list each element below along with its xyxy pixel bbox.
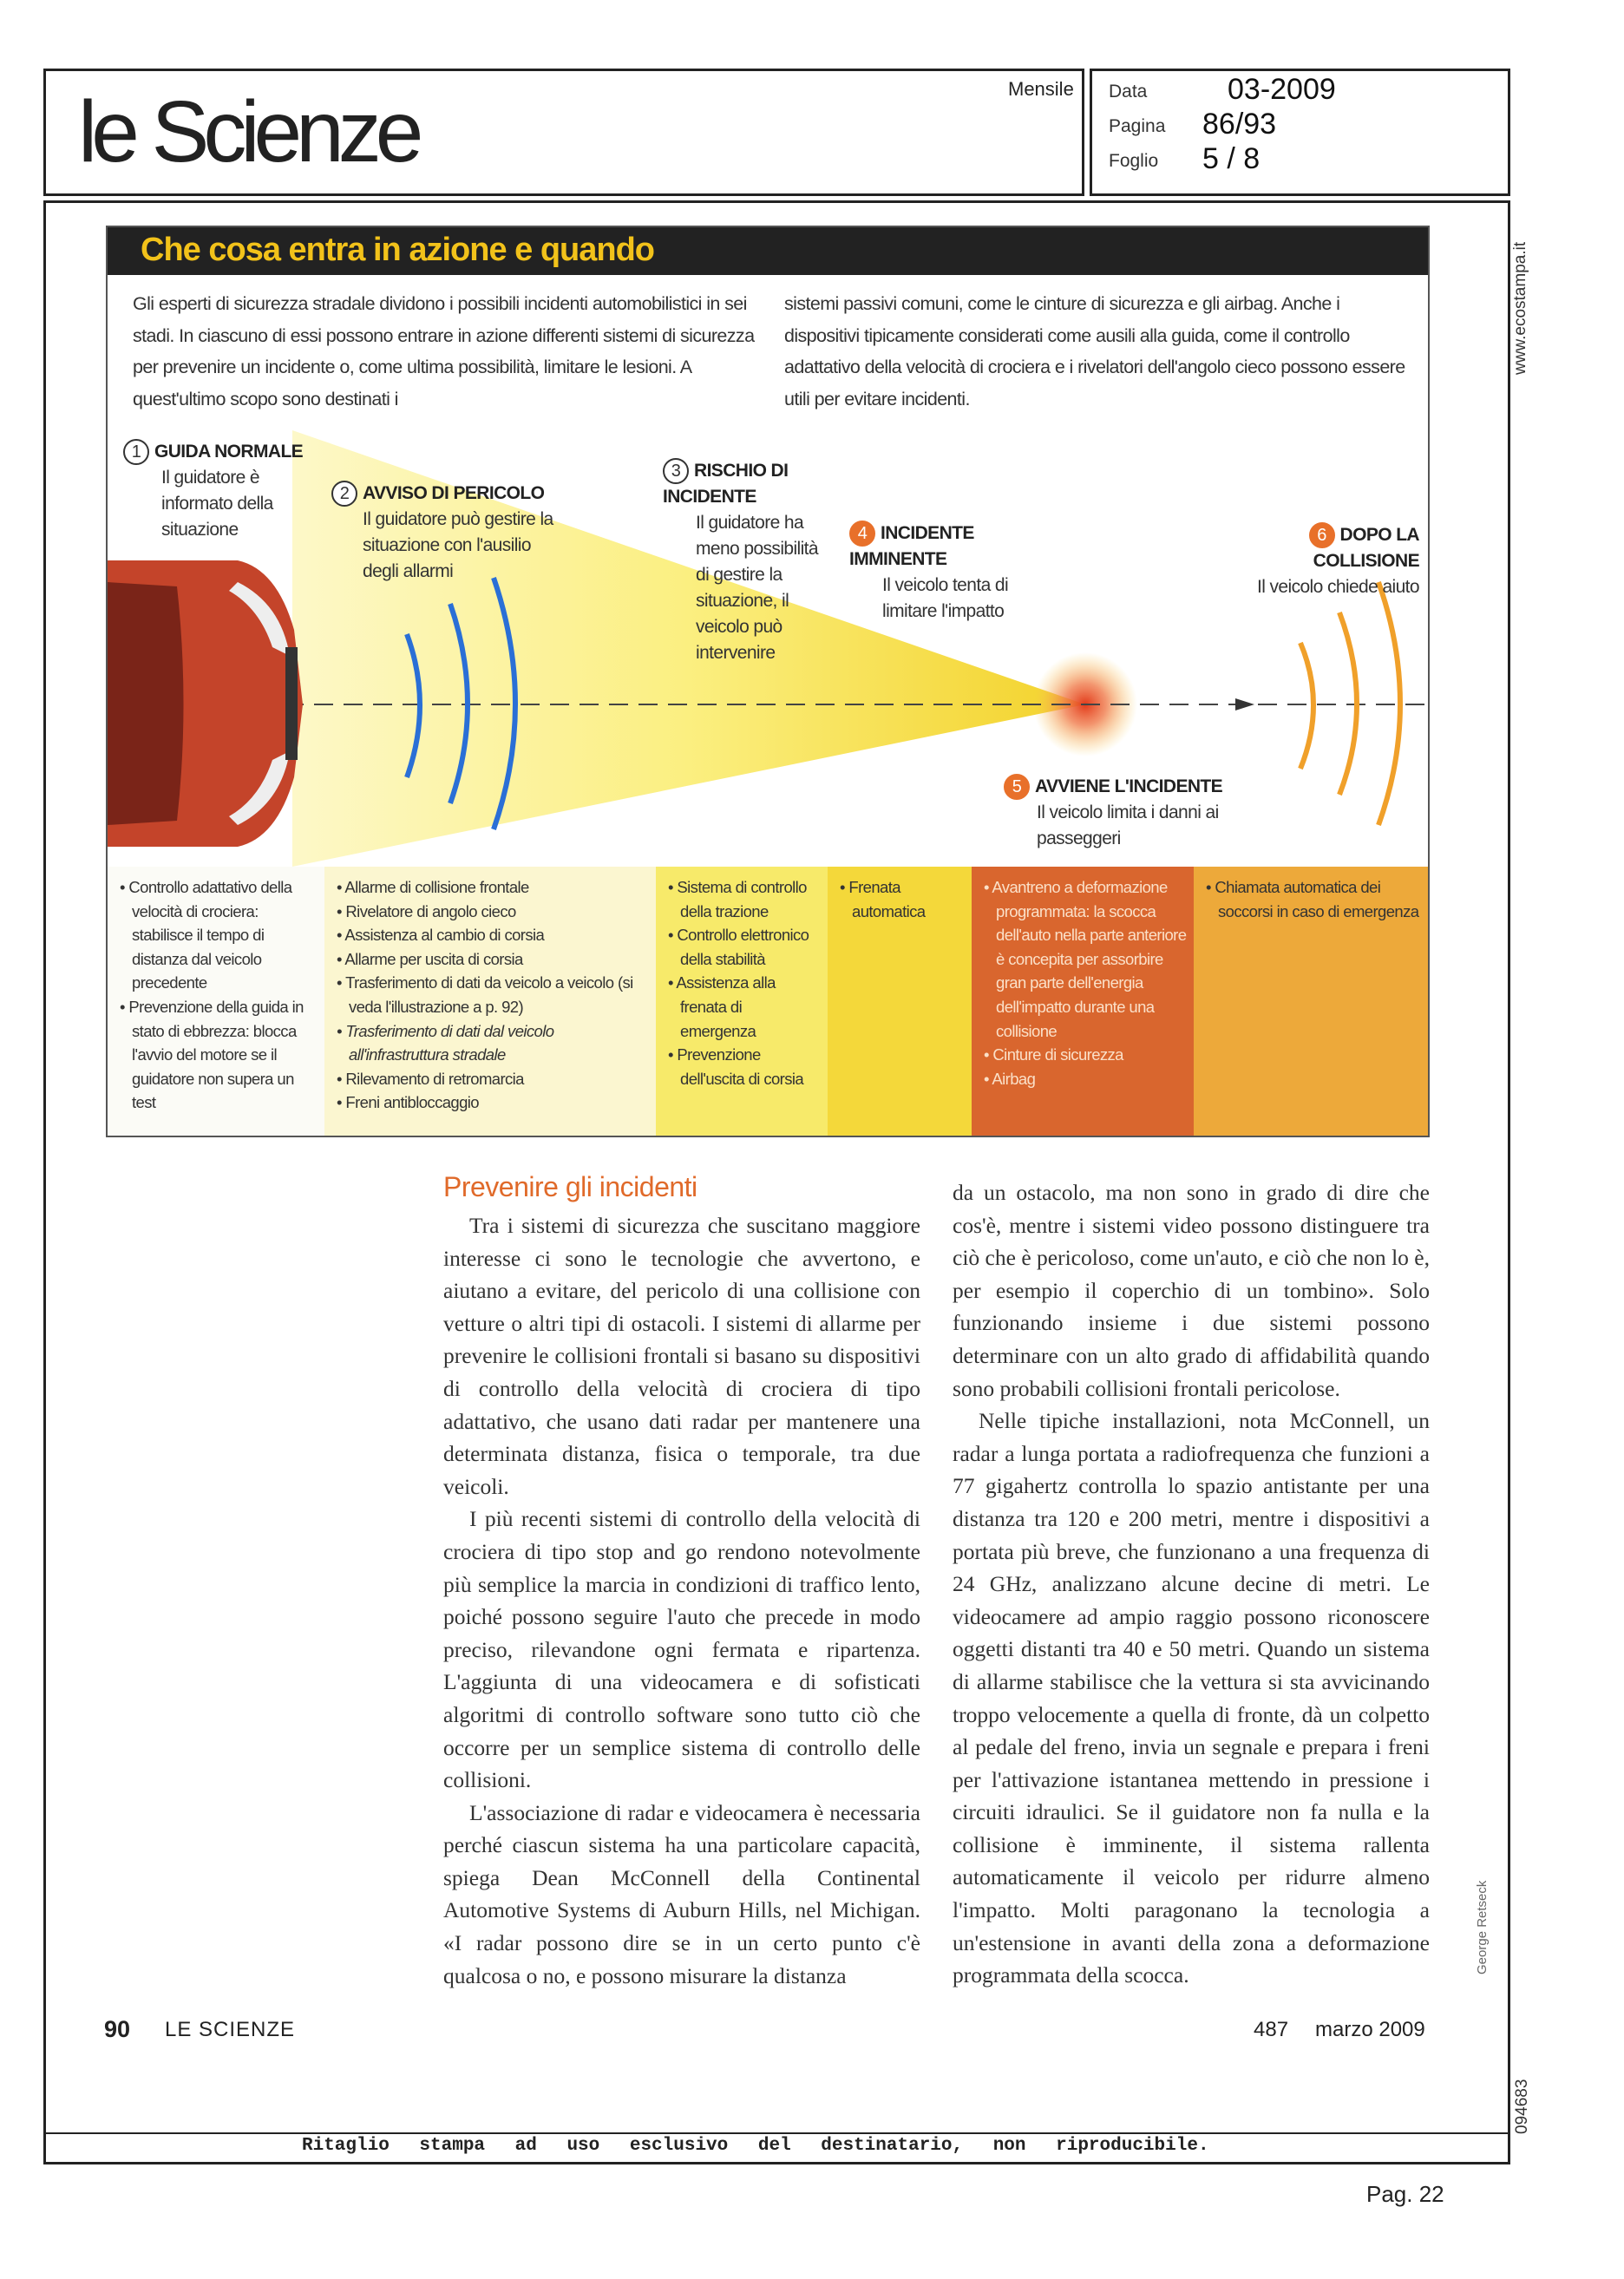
magazine-logo: le Scienze [78,83,418,180]
system-item: • Prevenzione dell'uscita di corsia [668,1043,821,1090]
stage-6 [1202,522,1419,600]
stage-4 [849,521,1023,625]
article-paragraph: I più recenti sistemi di controllo della velocità di crociera di tipo stop and go rendono notevolmente più semplice la marcia in condizioni di traffico lento, poiché possono seguire l'auto che precede in modo preciso, rilevandone ogni fermata e ripartenza. L'aggiunta di una videocamera e di sofisticati algoritmi di controllo software sono tutto ciò che occorre per un semplice sistema di controllo delle collisioni. [443,1506,920,1793]
foglio-label: Foglio [1109,151,1159,171]
arrow-icon [1235,698,1254,711]
stage-5 [1004,774,1264,852]
stage-description: Il veicolo tenta di limitare l'impatto [882,575,1009,621]
data-value: 03-2009 [1228,73,1336,106]
systems-column-5 [972,867,1194,1137]
system-item: • Allarme per uscita di corsia [337,947,649,972]
system-item: • Trasferimento di dati dal veicolo all'infrastruttura stradale [337,1019,649,1067]
article-paragraph: da un ostacolo, ma non sono in grado di dire che cos'è, mentre i sistemi video possono distinguere tra ciò che è pericoloso, come un'auto, e ciò che non lo è, per esempio il coperchio di un tombino». Solo funzionando insieme i due sistemi possono determinare con un alto grado di affidabilità quando sono probabili collisioni frontali pericolose. [953,1180,1430,1401]
disclaimer: Ritaglio stampa ad uso esclusivo del destinatario, non riproducibile. [302,2136,1209,2156]
stage-number: 2 [331,481,357,507]
system-item: • Controllo elettronico della stabilità [668,923,821,971]
diagram [108,430,1428,867]
stage-description: Il guidatore può gestire la situazione con l'ausilio degli allarmi [363,509,553,581]
systems-column-1 [108,867,324,1137]
website-label: www.ecostampa.it [1511,241,1529,375]
stage-title: RISCHIO DI INCIDENTE [663,461,789,507]
stage-number: 6 [1309,522,1335,548]
article-heading: Prevenire gli incidenti [443,1171,697,1202]
article-column-right [953,1176,1430,1992]
magazine-name: LE SCIENZE [165,2018,296,2041]
infographic [106,226,1430,1137]
stage-number: 4 [849,521,875,547]
system-item: • Controllo adattativo della velocità di crociera: stabilisce il tempo di distanza dal veicolo precedente [120,875,318,995]
system-item: • Rivelatore di angolo cieco [337,900,649,924]
stage-number: 5 [1004,774,1030,800]
stage-title: GUIDA NORMALE [154,442,304,462]
system-item: • Prevenzione della guida in stato di ebbrezza: blocca l'avvio del motore se il guidatore non supera un test [120,995,318,1115]
system-item: • Frenata automatica [840,875,965,923]
article-paragraph: L'associazione di radar e videocamera è necessaria perché ciascun sistema ha una particolare capacità, spiega Dean McConnell della Continental Automotive Systems di Auburn Hills, nel Michigan. «I radar possono dire se in un certo punto c'è qualcosa o no, e possono misurare la distanza [443,1799,920,1988]
pagina-value: 86/93 [1202,108,1277,141]
stage-title: AVVIENE L'INCIDENTE [1035,776,1223,796]
systems-column-4 [828,867,972,1137]
issue-number: 487 [1254,2018,1289,2041]
stage-1 [123,439,305,543]
stage-title: DOPO LA COLLISIONE [1313,525,1419,571]
system-item: • Airbag [984,1067,1187,1091]
stage-title: AVVISO DI PERICOLO [363,483,545,503]
systems-column-2 [324,867,656,1137]
code-label: 094683 [1513,2079,1531,2134]
stage-title: INCIDENTE IMMINENTE [849,523,974,569]
system-item: • Assistenza al cambio di corsia [337,923,649,947]
issue-date: marzo 2009 [1315,2018,1425,2041]
system-item: • Chiamata automatica dei soccorsi in caso di emergenza [1206,875,1424,923]
stage-2 [331,481,557,585]
illustration-credit: George Retseck [1475,1880,1490,1974]
intro-left: Gli esperti di sicurezza stradale dividono i possibili incidenti automobilistici in sei stadi. In ciascuno di essi possono entrare in azione differenti sistemi di sicurezza per prevenire un incidente o, come ultima possibilità, limitare le lesioni. A quest'ultimo scopo sono destinati i [133,293,755,409]
article-paragraph: Tra i sistemi di sicurezza che suscitano maggiore interesse ci sono le tecnologie che avvertono, e aiutano a evitare, del pericolo di una collisione con vetture o altri tipi di ostacoli. I sistemi di allarme per prevenire le collisioni frontali si basano su dispositivi di controllo della velocità di crociera di tipo adattativo, che usano dati radar per mantenere una determinata distanza, fisica o temporale, tra due veicoli. [443,1213,920,1499]
intro-right: sistemi passivi comuni, come le cinture di sicurezza e gli airbag. Anche i dispositivi tipicamente considerati come ausili alla guida, come il controllo adattativo della velocità di crociera e i rivelatori dell'angolo cieco possono essere utili per evitare incidenti. [784,293,1405,409]
system-item: • Cinture di sicurezza [984,1043,1187,1067]
system-item: • Assistenza alla frenata di emergenza [668,971,821,1043]
stage-number: 3 [663,458,689,484]
system-item: • Sistema di controllo della trazione [668,875,821,923]
page-counter: Pag. 22 [1366,2181,1444,2207]
system-item: • Freni antibloccaggio [337,1090,649,1115]
stage-number: 1 [123,439,149,465]
article-paragraph: Nelle tipiche installazioni, nota McConnell, un radar a lunga portata a radiofrequenza che funzioni a 77 gigahertz controlla lo spazio antistante per una distanza tra 120 e 200 metri, mentre i dispositivi a portata più breve, che funzionano a una frequenza di 24 GHz, analizzano alcune decine di metri. Le videocamere ad ampio raggio possono riconoscere oggetti distanti tra 40 e 50 metri. Quando un sistema di allarme stabilisce che la vettura si sta avvicinando troppo velocemente a quella di fronte, dà un colpetto al pedale del freno, invia un segnale e prepara i freni per l'attivazione istantanea mettendo in pressione i circuiti idraulici. Se il guidatore non fa nulla e la collisione è imminente, il sistema rallenta automaticamente il veicolo per ridurre almeno l'impatto. Molti paragonano la tecnologia a un'estensione in avanti della zona a deformazione programmata della scocca. [953,1408,1430,1988]
systems-column-3 [656,867,828,1137]
foglio-value: 5 / 8 [1202,142,1261,175]
divider [43,2132,1510,2134]
system-item: • Trasferimento di dati da veicolo a veicolo (si veda l'illustrazione a p. 92) [337,971,649,1018]
data-label: Data [1109,82,1148,102]
article-column-left [443,1209,920,1992]
stage-description: Il guidatore ha meno possibilità di gestire la situazione, il veicolo può intervenire [696,513,818,663]
stage-description: Il guidatore è informato della situazione [161,468,273,540]
page-number: 90 [104,2016,131,2042]
stage-description: Il veicolo limita i danni ai passeggeri [1037,802,1219,848]
systems-column-6 [1194,867,1430,1137]
car-icon [108,560,303,847]
infographic-title: Che cosa entra in azione e quando [108,227,1428,275]
frequency-label: Mensile [1008,78,1074,100]
system-item: • Rilevamento di retromarcia [337,1067,649,1091]
pagina-label: Pagina [1109,116,1166,136]
system-item: • Avantreno a deformazione programmata: la scocca dell'auto nella parte anteriore è concepita per assorbire gran parte dell'energia dell'impatto durante una collisione [984,875,1187,1043]
stage-3 [663,458,819,666]
system-item: • Allarme di collisione frontale [337,875,649,900]
stage-description: Il veicolo chiede aiuto [1257,577,1419,597]
